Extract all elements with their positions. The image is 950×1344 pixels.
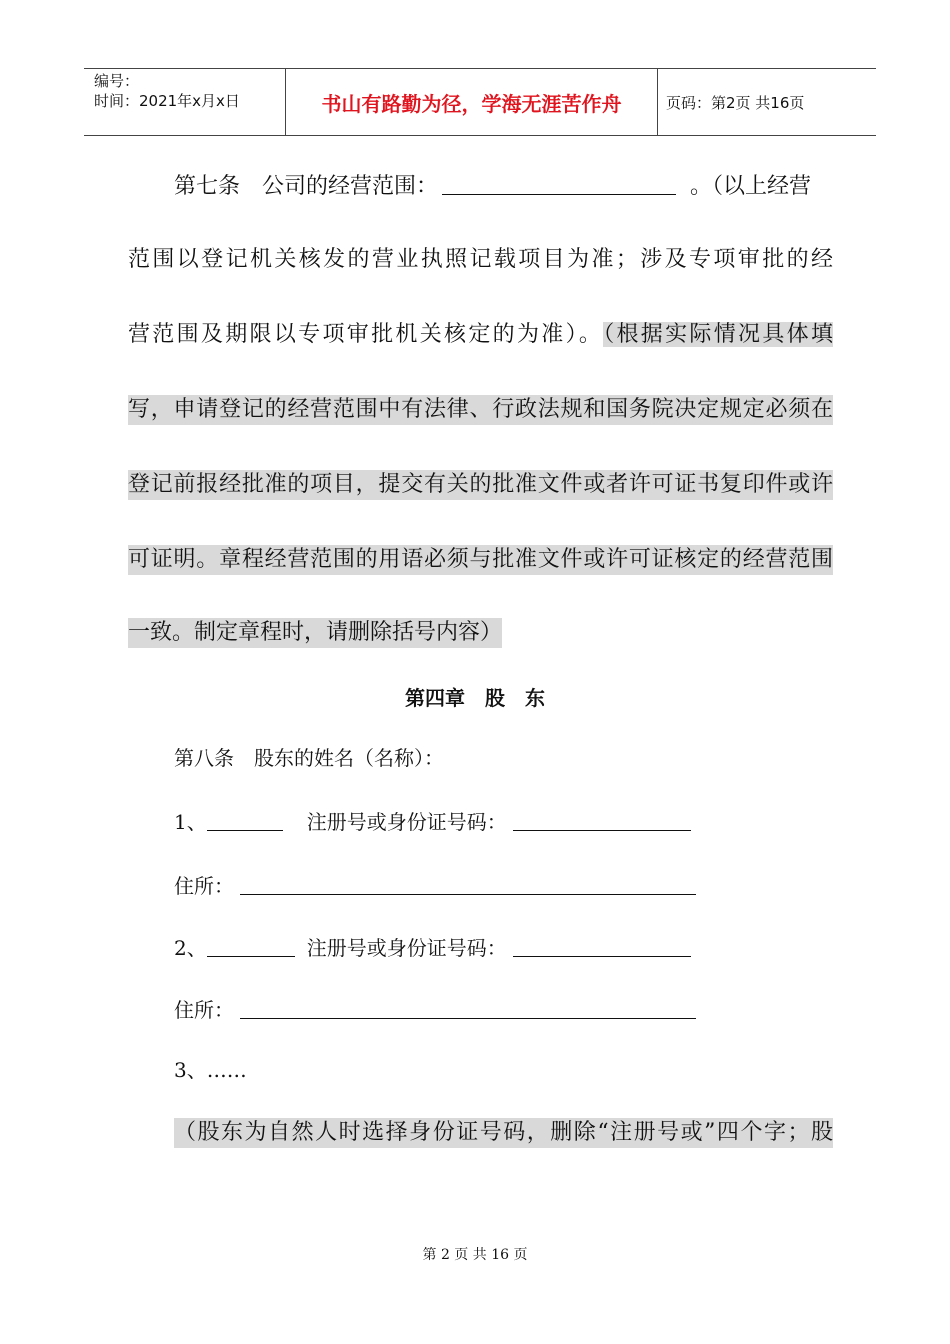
header-page-info: 页码：第2页 共16页 [666,93,805,112]
article-7-line-3-plain: 营范围及期限以专项审批机关核定的为准）。 [128,322,604,347]
shareholder-2-name-field[interactable] [207,932,295,957]
article-8-note-line: （股东为自然人时选择身份证号码，删除“注册号或”四个字；股 [174,1118,833,1148]
article-7-line-1 [174,170,833,200]
article-7-line-6: 可证明。章程经营范围的用语必须与批准文件或许可证核定的经营范围 [128,545,833,575]
article-7-line-4: 写，申请登记的经营范围中有法律、行政法规和国务院决定规定必须在 [128,395,833,425]
shareholder-1-name-field[interactable] [207,806,283,831]
article-7-line-3 [128,320,833,350]
shareholder-2-id-field[interactable] [513,932,691,957]
header-meta [84,69,286,135]
header-motto: 书山有路勤为径，学海无涯苦作舟 [321,91,622,116]
chapter-4-title: 第四章 股 东 [405,686,545,710]
shareholder-1-row: 1、 注册号或身份证号码： [174,806,691,834]
page-header [84,68,876,136]
header-motto-cell [286,69,658,135]
article-7-line-5: 登记前报经批准的项目，提交有关的批准文件或者许可证书复印件或许 [128,470,833,500]
article-7-line-3-note: （根据实际情况具体填 [603,322,833,347]
article-7-lead: 第七条 公司的经营范围： [174,174,439,199]
shareholder-1-residence-field[interactable] [240,870,696,895]
shareholder-2-residence-row: 住所： [174,994,696,1022]
business-scope-blank[interactable] [442,170,676,195]
article-7-line-7: 一致。制定章程时，请删除括号内容） [128,618,502,648]
article-7-line-2: 范围以登记机关核发的营业执照记载项目为准；涉及专项审批的经 [128,247,833,272]
header-time-label: 时间：2021年x月x日 [94,92,240,110]
shareholder-2-row: 2、 注册号或身份证号码： [174,932,691,960]
header-number-label: 编号： [94,72,140,90]
page-footer: 第 2 页 共 16 页 [422,1247,528,1263]
shareholder-2-residence-field[interactable] [240,994,696,1019]
shareholder-1-id-field[interactable] [513,806,691,831]
article-8-lead: 第八条 股东的姓名（名称）： [174,746,444,770]
shareholder-1-residence-row: 住所： [174,870,696,898]
article-7-lead-tail: 。（以上经营 [690,174,812,199]
shareholder-3-row: 3、…… [174,1058,247,1082]
